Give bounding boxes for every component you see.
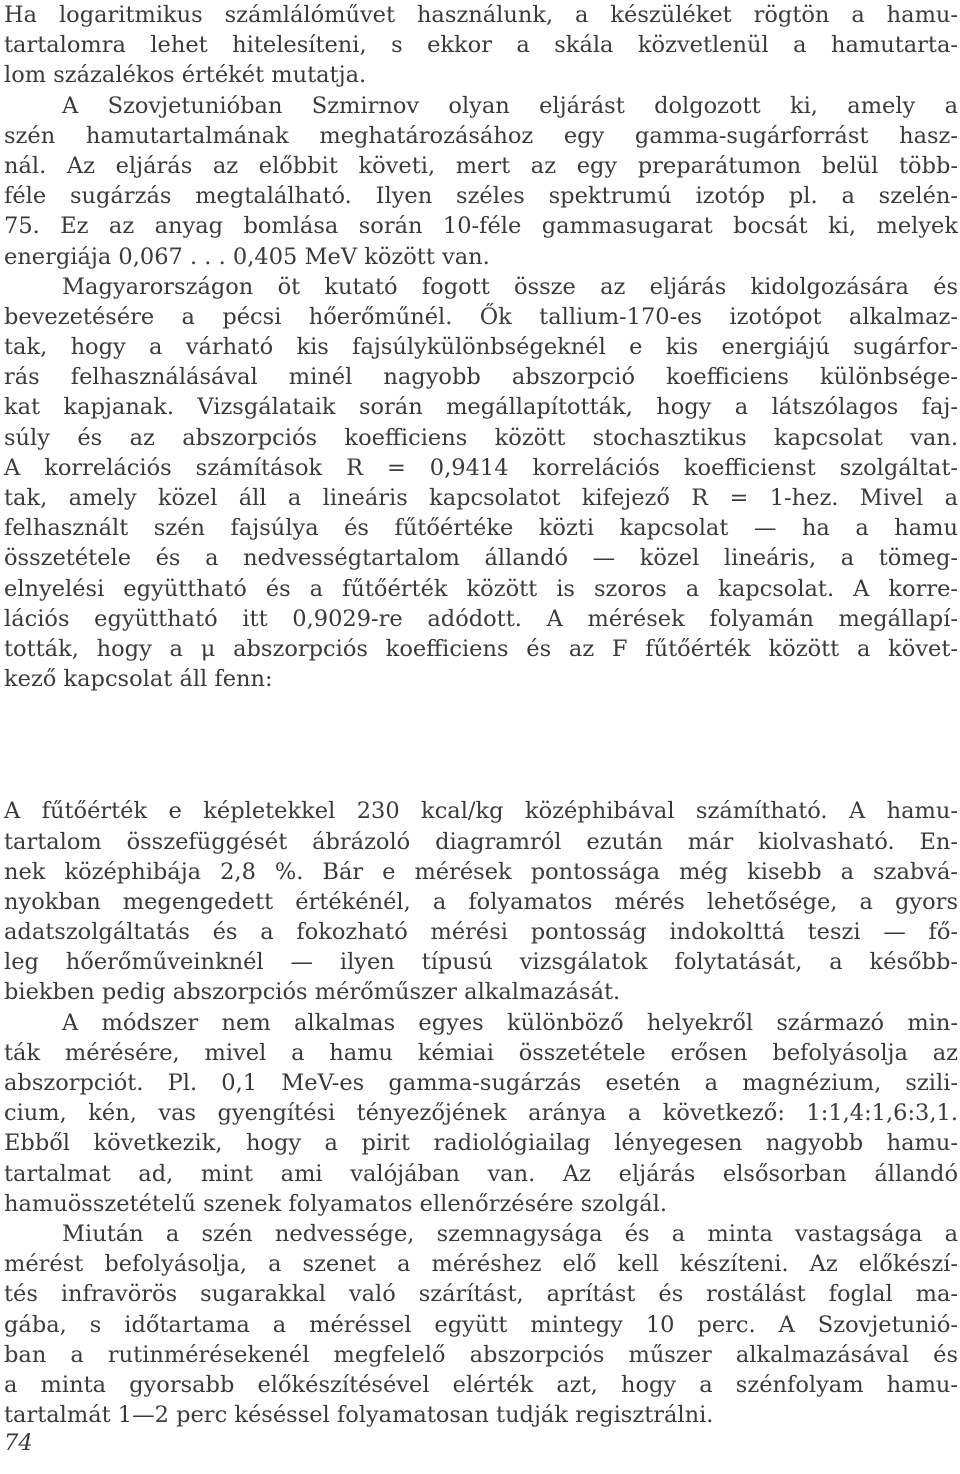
text-line: Magyarországon öt kutató fogott össze az eljárás kidolgozására és — [62, 273, 958, 300]
formula-f — [4, 746, 958, 782]
page-body — [4, 0, 958, 1430]
paragraph-6 — [4, 1219, 958, 1430]
text-line: tartalom összefüggését ábrázoló diagramról ezután már kiolvasható. En- — [4, 828, 958, 855]
text-line: szén hamutartalmának meghatározásához egy gamma-sugárforrást hasz- — [4, 122, 958, 149]
text-line: tak, amely közel áll a lineáris kapcsolatot kifejező R = 1-hez. Mivel a — [4, 485, 958, 511]
text-line: tés infravörös sugarakkal való szárítást, aprítást és rostálást foglal ma- — [4, 1281, 958, 1308]
text-line: a minta gyorsabb előkészítésével elérték azt, hogy a szénfolyam hamu- — [4, 1371, 958, 1398]
text-line: kat kapjanak. Vizsgálataik során megállapították, hogy a látszólagos faj- — [4, 394, 958, 421]
text-line: felhasznált szén fajsúlya és fűtőértéke közti kapcsolat — ha a hamu — [4, 515, 958, 542]
text-line: gába, s időtartama a méréssel együtt mintegy 10 perc. A Szovjetunió- — [4, 1311, 958, 1338]
paragraph-3 — [4, 272, 958, 695]
formula-mu — [4, 710, 958, 746]
text-line: nek középhibája 2,8 %. Bár e mérések pontossága még kisebb a szabvá- — [4, 858, 958, 885]
text-line: A korrelációs számítások R = 0,9414 korrelációs koefficienst szolgáltat- — [4, 454, 958, 481]
text-line: biekben pedig abszorpciós mérőműszer alkalmazását. — [4, 979, 621, 1006]
text-line: ban a rutinmérésekenél megfelelő abszorpciós műszer alkalmazásával és — [4, 1341, 958, 1368]
text-line: elnyelési együttható és a fűtőérték között is szoros a kapcsolat. A korre- — [4, 575, 958, 602]
text-line: leg hőerőműveinknél — ilyen típusú vizsgálatok folytatását, a később- — [4, 949, 958, 976]
text-line: 75. Ez az anyag bomlása során 10-féle gammasugarat bocsát ki, melyek — [4, 213, 958, 240]
text-line: Miután a szén nedvessége, szemnagysága és a minta vastagsága a — [62, 1220, 958, 1247]
text-line: A Szovjetunióban Szmirnov olyan eljárást dolgozott ki, amely a — [62, 92, 958, 119]
text-line: kező kapcsolat áll fenn: — [4, 666, 273, 693]
text-line: nyokban megengedett értékénél, a folyamatos mérés lehetősége, a gyors — [4, 888, 958, 915]
paragraph-2 — [4, 91, 958, 272]
text-line: nál. Az eljárás az előbbit követi, mert az egy preparátumon belül több- — [4, 152, 958, 179]
text-line: ták mérésére, mivel a hamu kémiai összetétele erősen befolyásolja az — [4, 1039, 958, 1066]
text-line: Ha logaritmikus számlálóművet használunk, a készüléket rögtön a hamu- — [4, 2, 958, 28]
text-line: tartalmat ad, mint ami valójában van. Az eljárás elsősorban állandó — [4, 1160, 958, 1187]
text-line: lációs együttható itt 0,9029-re adódott. A mérések folyamán megállapí- — [4, 605, 958, 632]
text-line: abszorpciót. Pl. 0,1 MeV-es gamma-sugárzás esetén a magnézium, szili- — [4, 1070, 958, 1096]
text-line: rás felhasználásával minél nagyobb abszorpció koefficiens különbsége- — [4, 364, 958, 391]
text-line: tották, hogy a μ abszorpciós koefficiens és az F fűtőérték között a követ- — [4, 635, 958, 662]
text-line: tak, hogy a várható kis fajsúlykülönbségeknél e kis energiájú sugárfor- — [4, 334, 958, 361]
text-line: bevezetésére a pécsi hőerőműnél. Ők tallium-170-es izotópot alkalmaz- — [4, 303, 958, 330]
text-line: féle sugárzás megtalálható. Ilyen széles spektrumú izotóp pl. a szelén- — [4, 183, 958, 210]
text-line: mérést befolyásolja, a szenet a méréshez elő kell készíteni. Az előkészí- — [4, 1251, 958, 1278]
paragraph-5 — [4, 1008, 958, 1219]
text-line: energiája 0,067 . . . 0,405 MeV között van. — [4, 243, 490, 270]
text-line: tartalmát 1—2 perc késéssel folyamatosan tudják regisztrálni. — [4, 1402, 714, 1429]
text-line: Ebből következik, hogy a pirit radiológiailag lényegesen nagyobb hamu- — [4, 1130, 958, 1157]
page-number: 74 — [4, 1430, 33, 1456]
paragraph-4 — [4, 796, 958, 1007]
text-line: adatszolgáltatás és a fokozható mérési pontosság indokolttá teszi — fő- — [4, 919, 958, 946]
text-line: A fűtőérték e képletekkel 230 kcal/kg középhibával számítható. A hamu- — [4, 798, 958, 825]
text-line: összetétele és a nedvességtartalom állandó — közel lineáris, a tömeg- — [4, 545, 958, 572]
text-line: tartalomra lehet hitelesíteni, s ekkor a skála közvetlenül a hamutarta- — [4, 32, 958, 59]
paragraph-1 — [4, 0, 958, 91]
text-line: hamuösszetételű szenek folyamatos ellenőrzésére szolgál. — [4, 1190, 668, 1217]
text-line: cium, kén, vas gyengítési tényezőjének aránya a következő: 1:1,4:1,6:3,1. — [4, 1100, 958, 1127]
text-line: lom százalékos értékét mutatja. — [4, 62, 367, 89]
text-line: súly és az abszorpciós koefficiens között stochasztikus kapcsolat van. — [4, 424, 958, 451]
text-line: A módszer nem alkalmas egyes különböző helyekről származó min- — [62, 1009, 958, 1036]
